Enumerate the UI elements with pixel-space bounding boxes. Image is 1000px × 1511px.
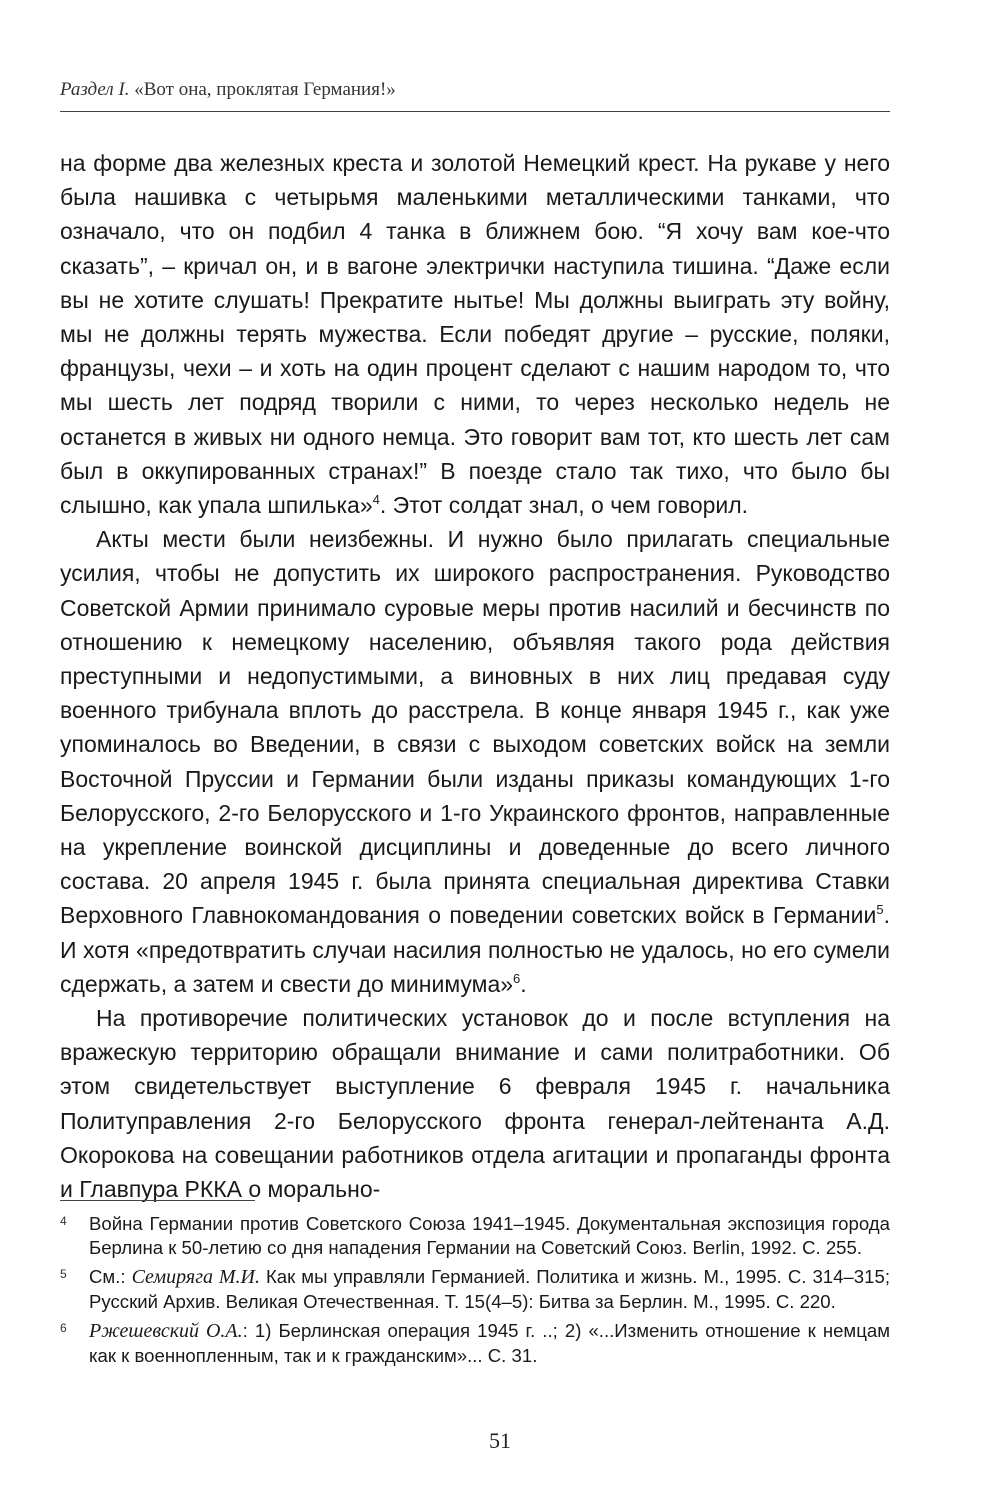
page-number: 51 — [489, 1428, 511, 1453]
footnote-text: Как мы управляли Германией. Политика и жизнь. М., 1995. С. 314–315; Русский Архив. Великая Отечественная. Т. 15(4–5): Битва за Берлин. М., 1995. С. 220. — [89, 1266, 890, 1312]
footnote-number: 5 — [60, 1267, 67, 1282]
header-rule — [60, 111, 890, 112]
footnote-author: Ржешевский О.А. — [89, 1320, 243, 1343]
paragraph-1 — [60, 146, 890, 522]
footnote-text: Война Германии против Советского Союза 1941–1945. Документальная экспозиция города Берлина к 50-летию со дня нападения Германии на Советский Союз. Berlin, 1992. С. 255. — [89, 1213, 890, 1258]
paragraph-1-text: на форме два железных креста и золотой Немецкий крест. На рукаве у него была нашивка с четырьмя маленькими металлическими танками, что означало, что он подбил 4 танка в ближнем бою. “Я хочу вам кое-что сказать”, – кричал он, и в вагоне электрички наступила тишина. “Даже если вы не хотите слушать! Прекратите нытье! Мы должны выиграть эту войну, мы не должны терять мужества. Если победят другие – русские, поляки, французы, чехи – и хоть на один процент сделают с нашим народом то, что мы шесть лет подряд творили с ними, то через несколько недель не останется в живых ни одного немца. Это говорит вам тот, кто шесть лет сам был в оккупированных странах!” В поезде стало так тихо, что было бы слышно, как упала шпилька» — [60, 150, 890, 519]
footnote-number: 6 — [60, 1321, 67, 1336]
footnote-rule — [60, 1200, 255, 1201]
running-head — [60, 78, 890, 102]
footnote-4 — [60, 1212, 890, 1259]
footnote-6 — [60, 1319, 890, 1367]
main-text — [60, 146, 890, 1206]
footnote-number: 4 — [60, 1214, 67, 1228]
running-head-title: «Вот она, проклятая Германия!» — [134, 79, 396, 100]
paragraph-1-tail: . Этот солдат знал, о чем говорил. — [379, 492, 749, 519]
running-head-section: Раздел I. — [60, 79, 130, 100]
footnote-author: Семиряга М.И. — [131, 1266, 260, 1289]
paragraph-2 — [60, 522, 890, 1001]
footnote-ref-5[interactable]: 5 — [876, 902, 884, 918]
footnote-ref-6[interactable]: 6 — [513, 970, 521, 986]
paragraph-3 — [60, 1001, 890, 1206]
paragraph-2-text: Акты мести были неизбежны. И нужно было прилагать специальные усилия, чтобы не допустить их широкого распространения. Руководство Советской Армии принимало суровые меры против насилий и бесчинств по отношению к немецкому населению, объявляя такого рода действия преступными и недопустимыми, а виновных в них лиц предавая суду военного трибунала вплоть до расстрела. В конце января 1945 г., как уже упоминалось во Введении, в связи с выходом советских войск на земли Восточной Пруссии и Германии были изданы приказы командующих 1-го Белорусского, 2-го Белорусского и 1-го Украинского фронтов, направленные на укрепление воинской дисциплины и доведенные до всего личного состава. 20 апреля 1945 г. была принята специальная директива Ставки Верховного Главнокомандования о поведении советских войск в Германии — [60, 526, 890, 929]
footnote-5 — [60, 1265, 890, 1313]
footnotes — [60, 1212, 890, 1374]
paragraph-3-text: На противоречие политических установок до и после вступления на вражескую территорию обращали внимание и сами политработники. Об этом свидетельствует выступление 6 февраля 1945 г. начальника Политуправления 2-го Белорусского фронта генерал-лейтенанта А.Д. Окорокова на совещании работников отдела агитации и пропаганды фронта и Главпура РККА о морально- — [60, 1005, 890, 1203]
paragraph-2-tail: . — [520, 970, 527, 997]
footnote-text: : 1) Берлинская операция 1945 г. ..; 2) «...Изменить отношение к немцам как к военнопленным, так и к гражданским»... С. 31. — [89, 1320, 890, 1366]
paragraph-2-mid: . И хотя «предотвратить случаи насилия полностью не удалось, но его сумели сдержать, а затем и свести до минимума» — [60, 902, 890, 997]
footnote-lead: См.: — [89, 1266, 132, 1288]
footnote-ref-4[interactable]: 4 — [372, 492, 380, 508]
